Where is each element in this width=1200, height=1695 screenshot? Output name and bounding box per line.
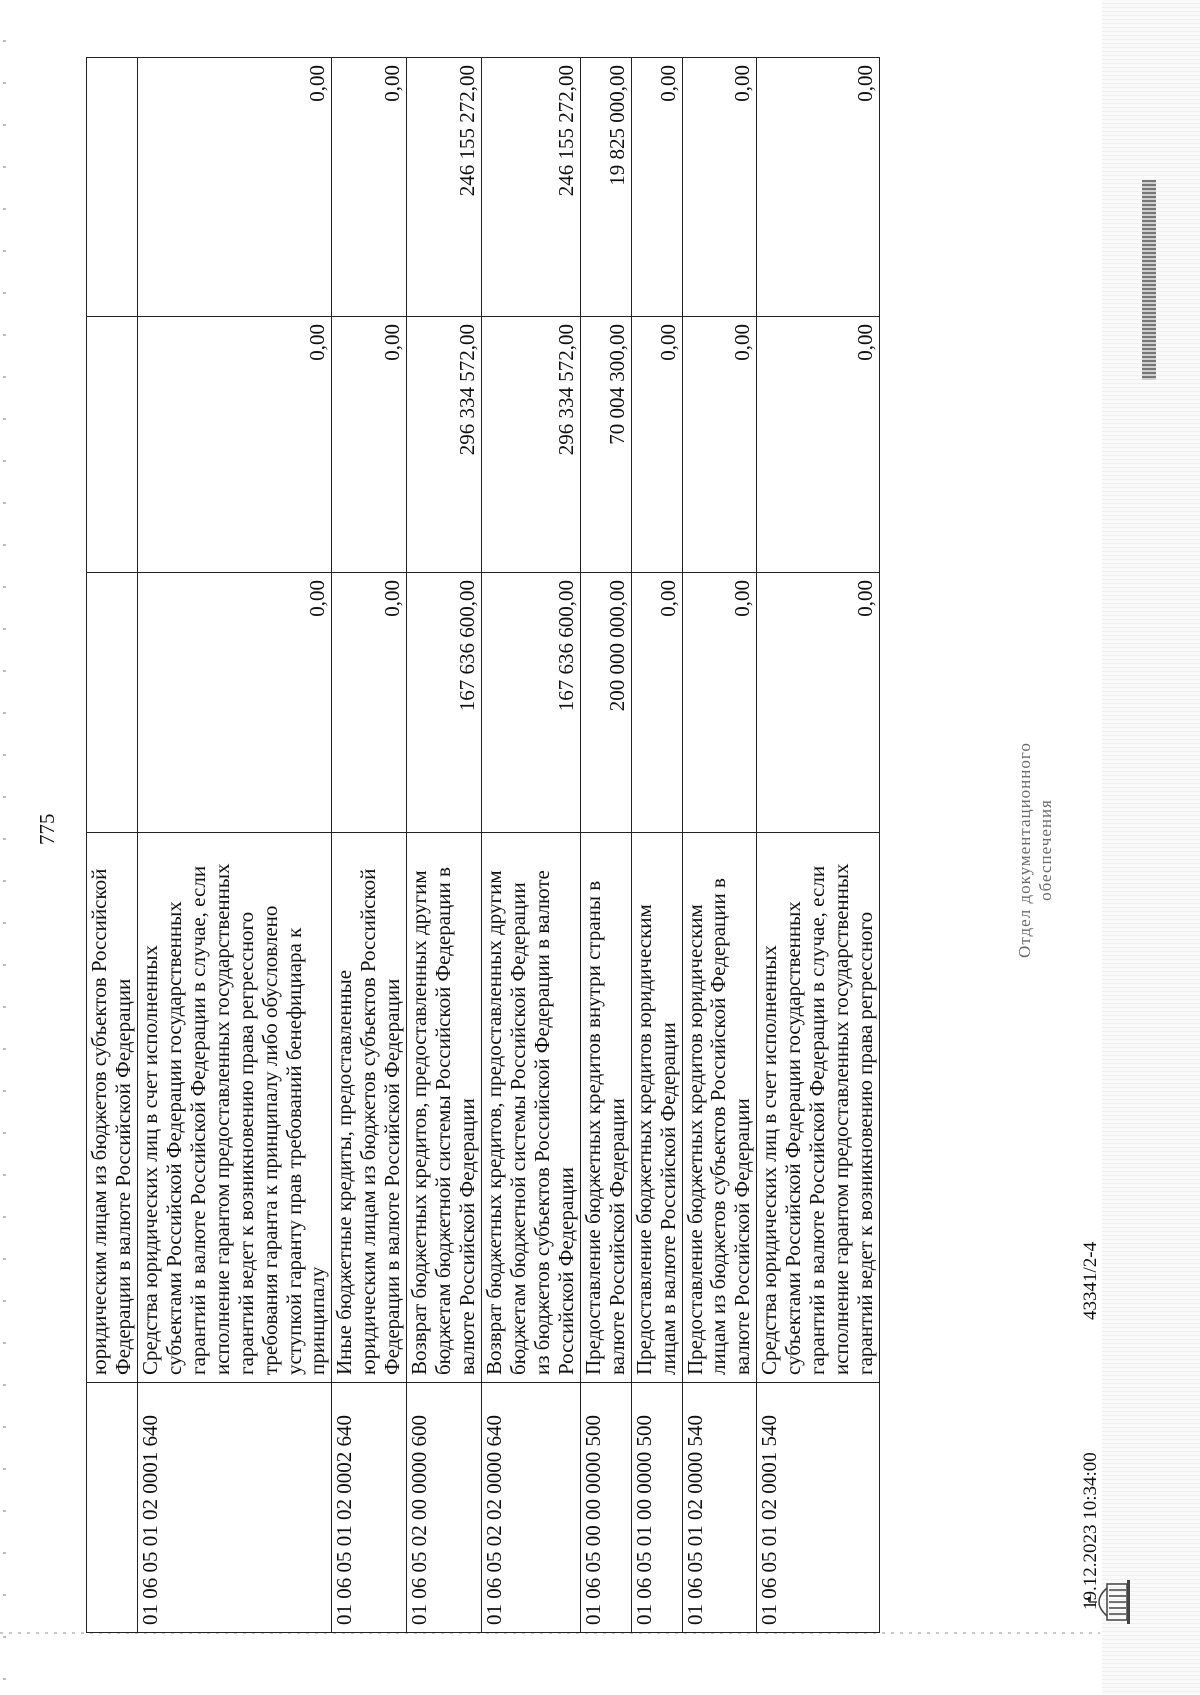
row-code: 01 06 05 01 02 0000 540 <box>682 1383 757 1633</box>
row-value-v2: 0,00 <box>332 317 407 573</box>
row-name-line: субъектами Российской Федерации государственных <box>161 901 186 1375</box>
page-number: 775 <box>35 813 59 845</box>
table-row <box>137 58 332 1633</box>
row-name-line: Федерации в валюте Российской Федерации <box>110 978 135 1375</box>
row-name <box>580 833 631 1383</box>
row-name-line: бюджетам бюджетной системы Российской Федерации в <box>431 867 456 1375</box>
row-name <box>631 833 682 1383</box>
row-name-line: гарантий в валюте Российской Федерации в случае, если <box>185 865 210 1375</box>
row-value-v2: 0,00 <box>137 317 332 573</box>
stamp-line: обеспечения <box>1036 799 1056 901</box>
row-name-line: Российской Федерации <box>553 1167 578 1375</box>
row-value-v1: 0,00 <box>757 573 880 833</box>
row-value-v3: 0,00 <box>137 58 332 317</box>
table-row <box>87 58 138 1633</box>
row-name-line: гарантий ведет к возникновению права регрессного <box>233 911 258 1375</box>
table-row <box>482 58 581 1633</box>
row-name <box>682 833 757 1383</box>
row-value-v1: 167 636 600,00 <box>407 573 482 833</box>
row-value-v2: 296 334 572,00 <box>407 317 482 573</box>
row-name-line: бюджетам бюджетной системы Российской Федерации <box>505 882 530 1375</box>
row-name-line: Предоставление бюджетных кредитов юридическим <box>682 904 707 1375</box>
row-name-line: требования гаранта к принципалу либо обусловлено <box>257 905 282 1375</box>
table-row <box>682 58 757 1633</box>
row-name-line: из бюджетов субъектов Российской Федерации в валюте <box>529 870 554 1375</box>
row-name <box>482 833 581 1383</box>
row-name-line: принципалу <box>305 1266 330 1375</box>
row-name-line: гарантий ведет к возникновению права регрессного <box>853 911 878 1375</box>
row-name-line: валюте Российской Федерации <box>455 1098 480 1375</box>
row-value-v3: 246 155 272,00 <box>407 58 482 317</box>
row-name-line: лицам в валюте Российской Федерации <box>655 1022 680 1375</box>
table-row <box>407 58 482 1633</box>
row-code: 01 06 05 01 02 0002 640 <box>332 1383 407 1633</box>
row-value-v1 <box>87 573 138 833</box>
row-name-line: валюте Российской Федерации <box>730 1098 755 1375</box>
row-value-v3: 246 155 272,00 <box>482 58 581 317</box>
row-name-line: исполнение гарантом предоставленных государственных <box>209 863 234 1375</box>
row-code: 01 06 05 01 02 0001 640 <box>137 1383 332 1633</box>
row-value-v3: 0,00 <box>332 58 407 317</box>
table-row <box>332 58 407 1633</box>
table-row <box>580 58 631 1633</box>
row-value-v3: 0,00 <box>682 58 757 317</box>
row-value-v2: 70 004 300,00 <box>580 317 631 573</box>
stamp-line: Отдел документационного <box>1015 742 1034 958</box>
row-name-line: гарантий в валюте Российской Федерации в случае, если <box>805 865 830 1375</box>
row-value-v2: 0,00 <box>682 317 757 573</box>
row-name-line: Федерации в валюте Российской Федерации <box>380 978 405 1375</box>
row-name-line: Иные бюджетные кредиты, предоставленные <box>332 969 357 1375</box>
row-value-v3: 19 825 000,00 <box>580 58 631 317</box>
budget-table <box>86 57 880 1633</box>
row-value-v2: 0,00 <box>757 317 880 573</box>
row-name-line: субъектами Российской Федерации государственных <box>781 901 806 1375</box>
table-row <box>757 58 880 1633</box>
row-value-v1: 167 636 600,00 <box>482 573 581 833</box>
row-value-v2 <box>87 317 138 573</box>
row-value-v1: 0,00 <box>631 573 682 833</box>
row-name <box>137 833 332 1383</box>
row-value-v2: 296 334 572,00 <box>482 317 581 573</box>
row-name-line: уступкой гаранту прав требований бенефициара к <box>281 927 306 1375</box>
table-row <box>631 58 682 1633</box>
row-code: 01 06 05 02 00 0000 600 <box>407 1383 482 1633</box>
row-value-v1: 0,00 <box>137 573 332 833</box>
row-name-line: Предоставление бюджетных кредитов внутри страны в <box>580 880 605 1375</box>
scan-margin-marks <box>3 0 6 1695</box>
row-name <box>757 833 880 1383</box>
row-name <box>332 833 407 1383</box>
row-name-line: Возврат бюджетных кредитов, предоставленных другим <box>482 870 506 1375</box>
row-name-line: исполнение гарантом предоставленных государственных <box>829 863 854 1375</box>
row-name-line: валюте Российской Федерации <box>604 1098 629 1375</box>
row-name <box>407 833 482 1383</box>
row-name-line: лицам из бюджетов субъектов Российской Федерации в <box>706 878 731 1375</box>
row-name-line: юридическим лицам из бюджетов субъектов Российской <box>87 868 111 1375</box>
row-value-v2: 0,00 <box>631 317 682 573</box>
row-value-v3: 0,00 <box>631 58 682 317</box>
row-code: 01 06 05 00 00 0000 500 <box>580 1383 631 1633</box>
row-name-line: Средства юридических лиц в счет исполненных <box>757 945 782 1375</box>
row-value-v1: 200 000 000,00 <box>580 573 631 833</box>
row-name-line: Возврат бюджетных кредитов, предоставленных другим <box>407 870 432 1375</box>
row-name <box>87 833 138 1383</box>
row-name-line: Средства юридических лиц в счет исполненных <box>137 945 162 1375</box>
row-name-line: юридическим лицам из бюджетов субъектов Российской <box>356 868 381 1375</box>
department-stamp <box>1014 720 1057 980</box>
row-code: 01 06 05 01 02 0001 540 <box>757 1383 880 1633</box>
row-value-v3 <box>87 58 138 317</box>
row-value-v3: 0,00 <box>757 58 880 317</box>
row-code <box>87 1383 138 1633</box>
row-name-line: Предоставление бюджетных кредитов юридическим <box>631 904 656 1375</box>
footer-doc-number: 43341/2-4 <box>1080 1241 1101 1320</box>
row-code: 01 06 05 02 02 0000 640 <box>482 1383 581 1633</box>
footer-date: 19.12.2023 10:34:00 <box>1080 1452 1101 1610</box>
row-value-v1: 0,00 <box>682 573 757 833</box>
row-code: 01 06 05 01 00 0000 500 <box>631 1383 682 1633</box>
rotated-page <box>30 50 1170 1640</box>
row-value-v1: 0,00 <box>332 573 407 833</box>
